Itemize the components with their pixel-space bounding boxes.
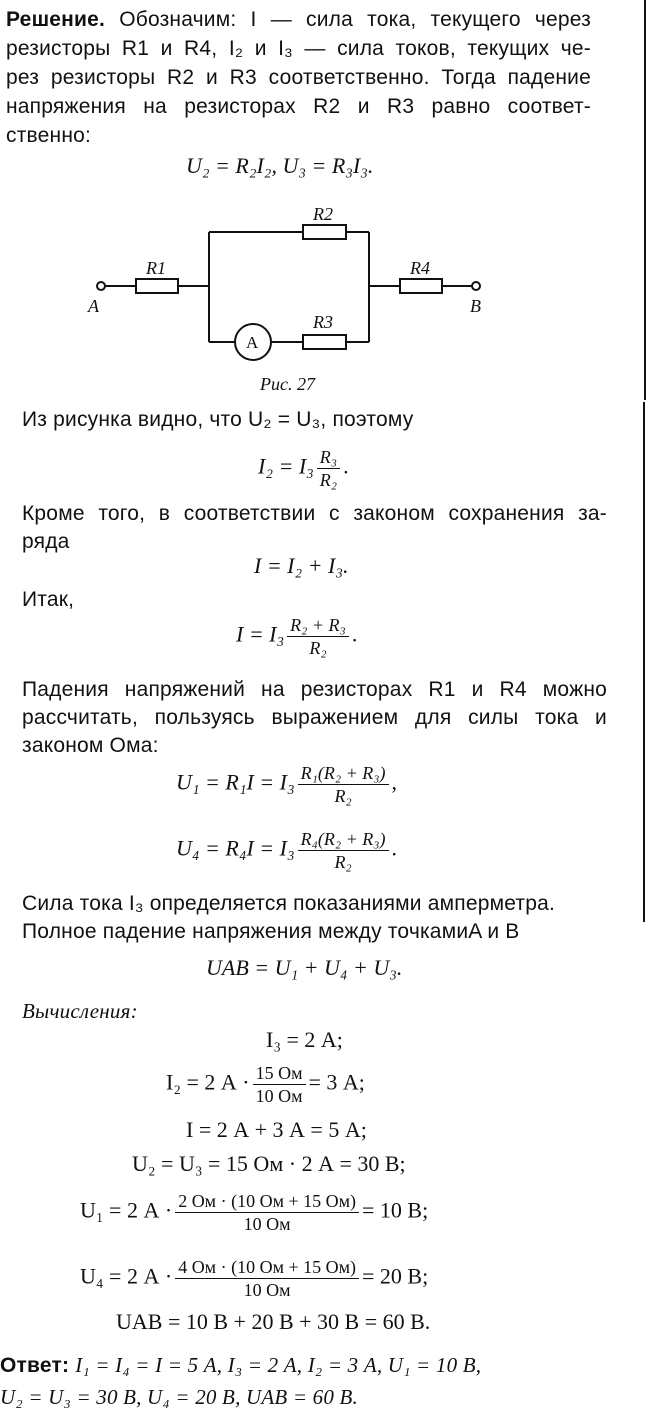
terminal-b bbox=[472, 282, 480, 290]
intro-line-4: напряжения на резисторах R2 и R3 равно соответ- bbox=[6, 95, 591, 118]
equation-i: I = I₂ + I₃. bbox=[254, 553, 349, 578]
calc-i: I = 2 А + 3 А = 5 А; bbox=[186, 1117, 367, 1142]
equation-u1: U₁ = R₁I = I₃ $\frac{\text{R₁(R₂ + R₃)}}{\text{R₂}}$ , bbox=[176, 763, 398, 806]
answer-line-2 bbox=[0, 1384, 358, 1411]
resistor-r4 bbox=[400, 279, 442, 293]
label-terminal-a: A bbox=[88, 296, 99, 316]
calc-u4: U₄ = 2 А · $\frac{4 Ом \cdot (10 Ом + 15 Ом)}{10 Ом}$ = 20 В; bbox=[80, 1257, 429, 1300]
text-charge-1: Кроме того, в соответствии с законом сохранения за- bbox=[22, 502, 607, 525]
text-drop-3: законом Ома: bbox=[22, 734, 159, 757]
page-border-mid bbox=[643, 402, 645, 922]
calc-u2: U₂ = U₃ = 15 Ом · 2 А = 30 В; bbox=[132, 1151, 406, 1176]
text-charge-2: ряда bbox=[22, 530, 70, 553]
resistor-r2 bbox=[303, 225, 346, 239]
answer-line-1 bbox=[0, 1352, 620, 1379]
label-r2: R2 bbox=[313, 204, 333, 224]
text-drop-1: Падения напряжений на резисторах R1 и R4 можно bbox=[22, 678, 607, 701]
text-total: Полное падение напряжения между точкамиA и B bbox=[22, 920, 520, 943]
circuit-diagram bbox=[0, 195, 649, 395]
equation-u4: U₄ = R₄I = I₃ $\frac{\text{R₄(R₂ + R₃)}}{\text{R₂}}$ . bbox=[176, 829, 398, 872]
intro-line-2: резисторы R1 и R4, I₂ и I₃ — сила токов, текущих че- bbox=[6, 37, 591, 60]
answer-values-2: U₂ = U₃ = 30 В, U₄ = 20 В, UAB = 60 В. bbox=[0, 1385, 358, 1409]
label-r3: R3 bbox=[313, 312, 333, 332]
label-r4: R4 bbox=[410, 258, 430, 278]
answer-values-1: I₁ = I₄ = I = 5 А, I₃ = 2 А, I₂ = 3 А, U₁ = 10 В, bbox=[75, 1353, 482, 1377]
figure-caption: Рис. 27 bbox=[260, 374, 315, 394]
intro-text-1: Обозначим: I — сила тока, текущего через bbox=[119, 8, 591, 31]
resistor-r3 bbox=[303, 335, 346, 349]
text-drop-2: рассчитать, пользуясь выражением для силы тока и bbox=[22, 706, 607, 729]
equation-u2-u3: U₂ = R₂I₂, U₃ = R₃I₃. bbox=[186, 153, 374, 178]
label-terminal-b: B bbox=[470, 296, 481, 316]
text-from-figure: Из рисунка видно, что U₂ = U₃, поэтому bbox=[22, 408, 414, 431]
calc-uab: UAB = 10 В + 20 В + 30 В = 60 В. bbox=[116, 1309, 431, 1334]
terminal-a bbox=[97, 282, 105, 290]
equation-i-total: I = I₃ $\frac{\text{R₂ + R₃}}{\text{R₂}}$ . bbox=[236, 615, 358, 658]
calc-i2: I₂ = 2 А · $\frac{15 Ом}{10 Ом}$ = 3 А; bbox=[166, 1063, 365, 1106]
answer-label: Ответ: bbox=[0, 1354, 70, 1377]
equation-i2: I₂ = I₃ $\frac{\text{R₃}}{\text{R₂}}$ . bbox=[258, 447, 349, 490]
text-itak: Итак, bbox=[22, 588, 75, 611]
resistor-r1 bbox=[136, 279, 178, 293]
equation-uab: UAB = U₁ + U₄ + U₃. bbox=[206, 955, 403, 980]
solution-label: Решение. bbox=[6, 8, 106, 31]
calc-u1: U₁ = 2 А · $\frac{2 Ом \cdot (10 Ом + 15 Ом)}{10 Ом}$ = 10 В; bbox=[80, 1191, 429, 1234]
text-ammeter: Сила тока I₃ определяется показаниями амперметра. bbox=[22, 892, 556, 915]
calc-i3: I₃ = 2 А; bbox=[266, 1027, 343, 1052]
intro-line-1 bbox=[6, 6, 591, 33]
intro-line-3: рез резисторы R2 и R3 соответственно. Тогда падение bbox=[6, 66, 591, 89]
label-ammeter: A bbox=[246, 333, 259, 352]
calc-heading: Вычисления: bbox=[22, 999, 138, 1023]
label-r1: R1 bbox=[146, 258, 166, 278]
intro-line-5: ственно: bbox=[6, 124, 92, 147]
